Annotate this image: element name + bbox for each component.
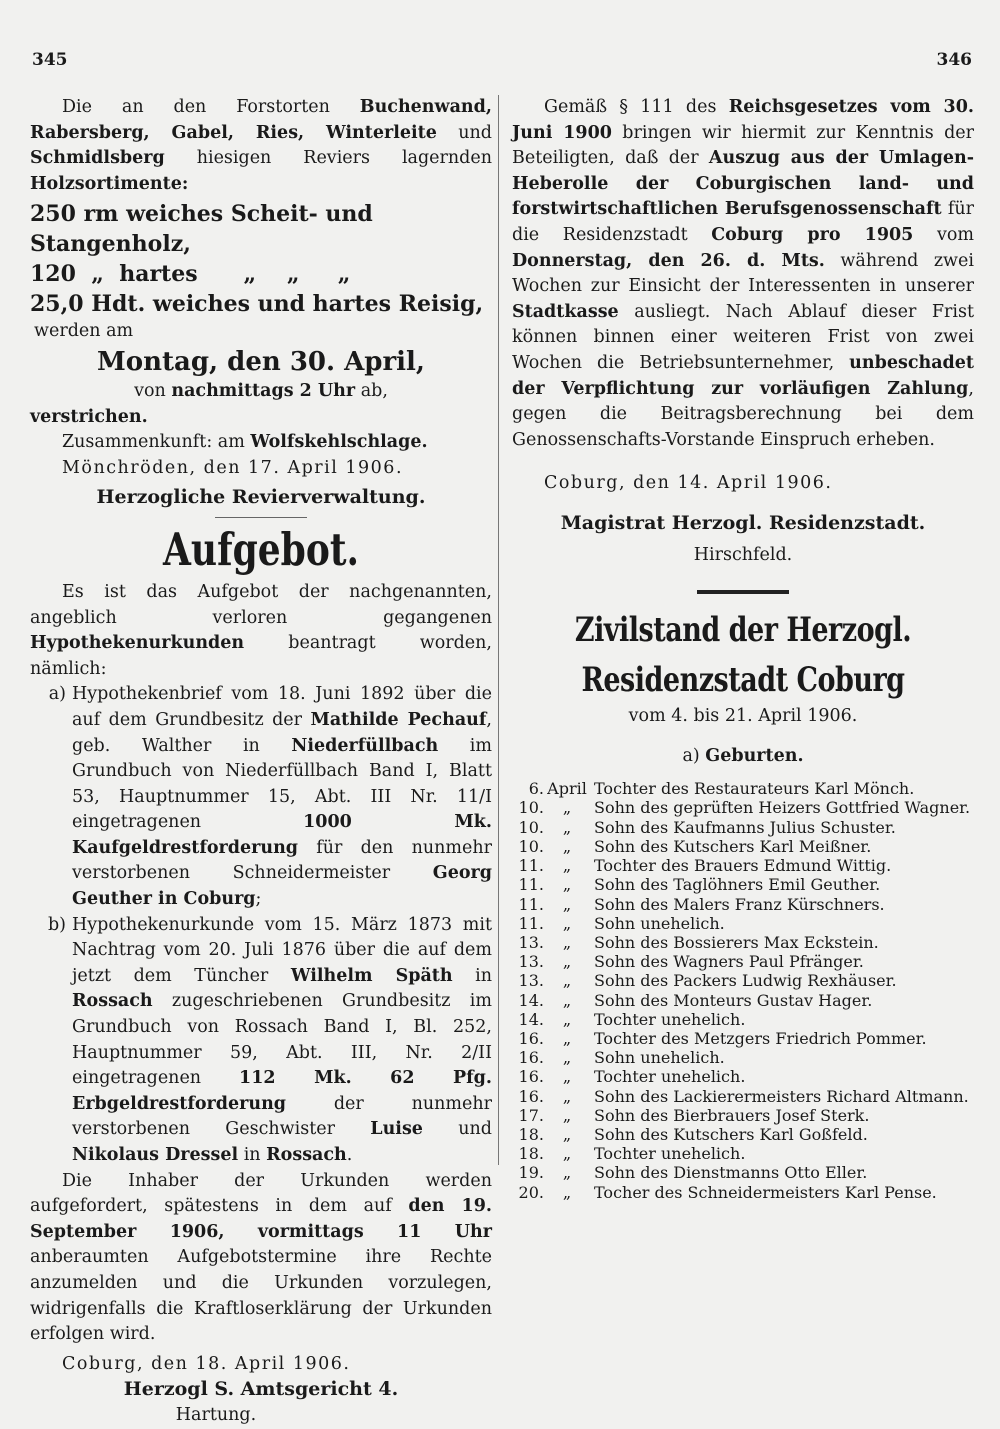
birth-entry: Tochter des Metzgers Friedrich Pommer.: [594, 1028, 927, 1048]
birth-month: „: [562, 1105, 572, 1125]
birth-month: „: [562, 894, 572, 914]
page-number-right: 346: [936, 50, 972, 70]
signature: Herzogl S. Amtsgericht 4.: [123, 1378, 399, 1401]
birth-day: 16.: [518, 1086, 544, 1106]
birth-row: [512, 1125, 974, 1144]
birth-month: „: [562, 1163, 572, 1183]
birth-month: „: [562, 990, 572, 1010]
aufgebot-outro: Die Inhaber der Urkunden werden aufgefordert, spätestens in dem auf den 19. September 1906, vormittags 11 Uhr anberaumten Aufgebotstermine ihre Rechte anzumelden und die Urkunden vorzulegen, widrigenfalls die Kraftloserklärung der Urkunden erfolgen wird.: [30, 1170, 493, 1345]
birth-entry: Sohn des Malers Franz Kürschners.: [594, 894, 885, 914]
aufgebot-intro: Es ist das Aufgebot der nachgenannten, angeblich verloren gegangenen Hypothekenurkunden beantragt worden, nämlich:: [30, 581, 492, 679]
list-label: b): [47, 914, 66, 935]
birth-day: 6.: [528, 779, 544, 799]
birth-day: 16.: [518, 1067, 544, 1087]
birth-row: [512, 1087, 974, 1106]
signature: Magistrat Herzogl. Residenzstadt.: [560, 511, 926, 534]
birth-row: [512, 1048, 974, 1067]
birth-day: 13.: [518, 971, 544, 991]
birth-day: 10.: [518, 817, 544, 837]
birth-day: 10.: [518, 836, 544, 856]
birth-month: „: [562, 798, 572, 818]
birth-row: [512, 875, 974, 894]
birth-entry: Tocher des Schneidermeisters Karl Pense.: [594, 1182, 937, 1202]
birth-day: 19.: [518, 1163, 544, 1183]
birth-row: [512, 952, 974, 971]
list-item-b: b) Hypothekenurkunde vom 15. März 1873 mit Nachtrag vom 20. Juli 1876 über die auf dem jetzt dem Tüncher Wilhelm Späth in Rossach zugeschriebenen Grundbesitz im Grundbuch von Rossach Band I, Bl. 252, Hauptnummer 59, Abt. III, Nr. 2/II eingetragenen 112 Mk. 62 Pfg. Erbgeldrestforderung der nunmehr verstorbenen Geschwister Luise und Nikolaus Dressel in Rossach.: [30, 913, 492, 1169]
birth-entry: Sohn des Dienstmanns Otto Eller.: [594, 1163, 868, 1183]
birth-month: „: [562, 856, 572, 876]
right-column: [512, 95, 974, 1202]
births-list: [512, 779, 974, 1201]
birth-month: „: [562, 932, 572, 952]
birth-month: „: [562, 1067, 572, 1087]
birth-row: [512, 1183, 974, 1202]
birth-month: „: [562, 1009, 572, 1029]
birth-entry: Sohn des geprüften Heizers Gottfried Wagner.: [594, 798, 971, 818]
birth-entry: Sohn des Bossierers Max Eckstein.: [594, 932, 879, 952]
birth-day: 11.: [518, 875, 544, 895]
birth-day: 14.: [518, 990, 544, 1010]
birth-row: [512, 971, 974, 990]
auction-date: Montag, den 30. April,: [97, 346, 425, 377]
birth-row: [512, 818, 974, 837]
birth-row: [512, 933, 974, 952]
birth-month: „: [562, 1086, 572, 1106]
civil-register-period: vom 4. bis 21. April 1906.: [628, 706, 858, 727]
birth-month: „: [562, 1028, 572, 1048]
birth-day: 11.: [518, 894, 544, 914]
civil-register: [512, 611, 974, 1202]
birth-day: 10.: [518, 798, 544, 818]
birth-entry: Sohn des Kaufmanns Julius Schuster.: [594, 817, 896, 837]
timber-item: 250 rm weiches Scheit- und Stangenholz,: [30, 201, 373, 258]
signatory-name: Hirschfeld.: [693, 544, 793, 565]
birth-row: [512, 1106, 974, 1125]
birth-row: [512, 991, 974, 1010]
birth-month: „: [562, 836, 572, 856]
birth-entry: Tochter des Brauers Edmund Wittig.: [594, 856, 892, 876]
birth-month: „: [562, 1048, 572, 1068]
birth-row: [512, 1029, 974, 1048]
section-rule-thick: [697, 590, 789, 594]
forest-places: Buchenwand, Rabersberg, Gabel, Ries, Winterleite: [30, 97, 492, 143]
birth-entry: Tochter unehelich.: [594, 1144, 746, 1164]
civil-register-title: Zivilstand der Herzogl. Residenzstadt Coburg: [574, 611, 912, 700]
place-date: Mönchröden, den 17. April 1906.: [62, 457, 404, 478]
birth-month: „: [562, 1124, 572, 1144]
birth-entry: Sohn des Kutschers Karl Meißner.: [594, 836, 872, 856]
birth-row: [512, 1067, 974, 1086]
birth-month: „: [562, 875, 572, 895]
auction-action: verstrichen.: [30, 406, 148, 427]
timber-auction-notice: [30, 95, 492, 511]
birth-month: „: [562, 952, 572, 972]
place-date: Coburg, den 14. April 1906.: [544, 473, 833, 494]
birth-day: 13.: [518, 932, 544, 952]
timber-item: 120 „ hartes „ „ „: [30, 261, 351, 288]
birth-day: 13.: [518, 952, 544, 972]
birth-row: [512, 1010, 974, 1029]
notice-body: Gemäß § 111 des Reichsgesetzes vom 30. Juni 1900 bringen wir hiermit zur Kenntnis der Beteiligten, daß der Auszug aus der Umlagen-Heberolle der Coburgischen land- und forstwirtschaftlichen Berufsgenossenschaft für die Residenzstadt Coburg pro 1905 vom Donnerstag, den 26. d. Mts. während zwei Wochen zur Einsicht der Interessenten in unserer Stadtkasse ausliegt. Nach Ablauf dieser Frist können binnen einer weiteren Frist von zwei Wochen die Betriebsunternehmer, unbeschadet der Verpflichtung zur vorläufigen Zahlung, gegen die Beitragsberechnung bei dem Genossenschafts-Vorstande Einspruch erheben.: [512, 97, 974, 450]
left-column: [30, 95, 492, 1429]
birth-entry: Tochter des Restaurateurs Karl Mönch.: [594, 779, 915, 799]
birth-row: [512, 895, 974, 914]
birth-month: „: [562, 913, 572, 933]
birth-entry: Tochter unehelich.: [594, 1067, 746, 1087]
birth-month: „: [562, 1144, 572, 1164]
birth-row: [512, 914, 974, 933]
birth-month: „: [562, 817, 572, 837]
birth-day: 11.: [518, 856, 544, 876]
werden-line: werden am: [34, 321, 134, 342]
list-item-a: a) Hypothekenbrief vom 18. Juni 1892 über die auf dem Grundbesitz der Mathilde Pechauf, geb. Walther in Niederfüllbach im Grundbuch von Niederfüllbach Band I, Blatt 53, Hauptnummer 15, Abt. III Nr. 11/I eingetragenen 1000 Mk. Kaufgeldrestforderung für den nunmehr verstorbenen Schneidermeister Georg Geuther in Coburg;: [30, 682, 492, 912]
birth-entry: Sohn des Lackierermeisters Richard Altmann.: [594, 1086, 969, 1106]
birth-month: „: [562, 971, 572, 991]
birth-row: [512, 856, 974, 875]
birth-entry: Sohn des Kutschers Karl Goßfeld.: [594, 1124, 868, 1144]
place-date: Coburg, den 18. April 1906.: [62, 1353, 351, 1374]
birth-row: [512, 1163, 974, 1182]
birth-row: [512, 837, 974, 856]
aufgebot-notice: [30, 523, 493, 1429]
birth-day: 16.: [518, 1028, 544, 1048]
birth-day: 14.: [518, 1009, 544, 1029]
birth-entry: Sohn des Taglöhners Emil Geuther.: [594, 875, 881, 895]
birth-day: 11.: [518, 913, 544, 933]
timber-intro: Die an den Forstorten Buchenwand, Rabersberg, Gabel, Ries, Winterleite und Schmidlsberg hiesigen Reviers lagernden Holzsortimente:: [30, 97, 492, 194]
page-number-left: 345: [32, 50, 68, 70]
birth-entry: Sohn des Bierbrauers Josef Sterk.: [594, 1105, 870, 1125]
timber-type: Holzsortimente:: [30, 173, 189, 194]
birth-month: „: [562, 1182, 572, 1202]
birth-row: [512, 1144, 974, 1163]
birth-entry: Sohn des Packers Ludwig Rexhäuser.: [594, 971, 897, 991]
berufsgenossenschaft-notice: [512, 95, 974, 568]
birth-day: 18.: [518, 1124, 544, 1144]
birth-day: 17.: [518, 1105, 544, 1125]
meeting-point: Zusammenkunft: am Wolfskehlschlage.: [62, 432, 428, 453]
birth-entry: Sohn des Monteurs Gustav Hager.: [594, 990, 873, 1010]
list-label: a): [48, 684, 66, 705]
notice-title: Aufgebot.: [162, 523, 359, 577]
auction-time: von nachmittags 2 Uhr ab,: [134, 380, 388, 401]
birth-month: April: [547, 779, 587, 799]
birth-row: [512, 779, 974, 798]
signature: Herzogliche Revierverwaltung.: [96, 486, 426, 509]
column-divider: [498, 95, 499, 1165]
birth-entry: Tochter unehelich.: [594, 1009, 746, 1029]
birth-day: 18.: [518, 1144, 544, 1164]
birth-entry: Sohn unehelich.: [594, 1048, 725, 1068]
birth-day: 16.: [518, 1048, 544, 1068]
birth-entry: Sohn des Wagners Paul Pfränger.: [594, 952, 864, 972]
birth-row: [512, 798, 974, 817]
signatory-name: Hartung.: [175, 1404, 257, 1425]
timber-item: 25,0 Hdt. weiches und hartes Reisig,: [30, 291, 484, 318]
birth-entry: Sohn unehelich.: [594, 913, 725, 933]
section-rule: [215, 517, 307, 518]
births-heading: a) Geburten.: [682, 745, 804, 766]
birth-day: 20.: [518, 1182, 544, 1202]
